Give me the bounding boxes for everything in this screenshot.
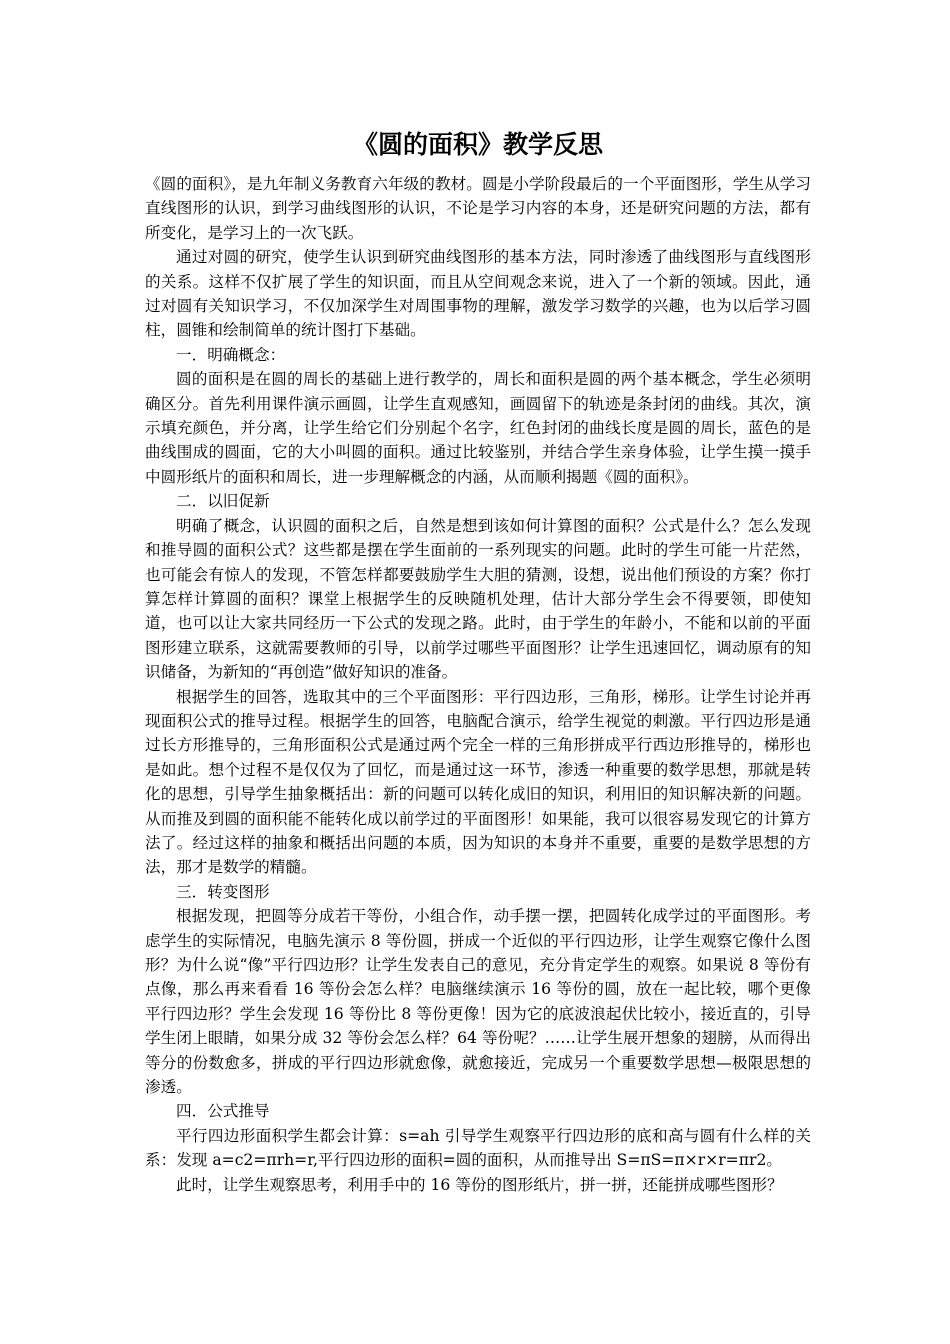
section-heading: 四．公式推导 xyxy=(176,1102,270,1121)
body-paragraph: 通过对圆的研究，使学生认识到研究曲线图形的基本方法，同时渗透了曲线图形与直线图形的关系。这样不仅扩展了学生的知识面，而且从空间观念来说，进入了一个新的领域。因此，通过对圆有关知识学习，不仅加深学生对周围事物的理解，激发学习数学的兴趣，也为以后学习圆柱，圆锥和绘制简单的统计图打下基础。 xyxy=(145,248,811,340)
body-paragraph: 根据学生的回答，选取其中的三个平面图形：平行四边形，三角形，梯形。让学生讨论并再现面积公式的推导过程。根据学生的回答，电脑配合演示，给学生视觉的刺激。平行四边形是通过长方形推导的，三角形面积公式是通过两个完全一样的三角形拼成平行西边形推导的，梯形也是如此。想个过程不是仅仅为了回忆，而是通过这一环节，渗透一种重要的数学思想，那就是转化的思想，引导学生抽象概括出：新的问题可以转化成旧的知识，利用旧的知识解决新的问题。从而推及到圆的面积能不能转化成以前学过的平面图形！如果能，我可以很容易发现它的计算方法了。经过这样的抽象和概括出问题的本质，因为知识的本身并不重要，重要的是数学思想的方法，那才是数学的精髓。 xyxy=(145,687,811,877)
body-paragraph: 平行四边形面积学生都会计算：s=ah 引导学生观察平行四边形的底和高与圆有什么样的关系：发现 a=c2=πrh=r,平行四边形的面积=圆的面积，从而推导出 S=πS=π×r×r=πr2。 xyxy=(145,1126,811,1170)
document-page xyxy=(145,128,811,1197)
document-title: 《圆的面积》教学反思 xyxy=(352,130,603,159)
section-heading: 一．明确概念： xyxy=(176,345,286,364)
body-paragraph: 根据发现，把圆等分成若干等份，小组合作，动手摆一摆，把圆转化成学过的平面图形。考虑学生的实际情况，电脑先演示 8 等份圆，拼成一个近似的平行四边形，让学生观察它像什么图形？为什么说“像”平行四边形？让学生发表自己的意见，充分肯定学生的观察。如果说 8 等份有点像，那么再来看看 16 等份会怎么样？电脑继续演示 16 等份的圆，放在一起比较，哪个更像平行四边形？学生会发现 16 等份比 8 等份更像！因为它的底波浪起伏比较小，接近直的，引导学生闭上眼睛，如果分成 32 等份会怎么样？64 等份呢？……让学生展开想象的翅膀，从而得出等分的份数愈多，拼成的平行四边形就愈像，就愈接近，完成另一个重要数学思想—极限思想的渗透。 xyxy=(145,907,811,1097)
body-paragraph: 此时，让学生观察思考，利用手中的 16 等份的图形纸片，拼一拼，还能拼成哪些图形？ xyxy=(176,1175,783,1194)
section-heading: 三．转变图形 xyxy=(176,882,270,901)
intro-paragraph: 《圆的面积》，是九年制义务教育六年级的教材。圆是小学阶段最后的一个平面图形，学生从学习直线图形的认识，到学习曲线图形的认识，不论是学习内容的本身，还是研究问题的方法，都有所变化，是学习上的一次飞跃。 xyxy=(145,175,811,242)
body-paragraph: 明确了概念，认识圆的面积之后，自然是想到该如何计算图的面积？公式是什么？怎么发现和推导圆的面积公式？这些都是摆在学生面前的一系列现实的问题。此时的学生可能一片茫然，也可能会有惊人的发现，不管怎样都要鼓励学生大胆的猜测，设想，说出他们预设的方案？你打算怎样计算圆的面积？课堂上根据学生的反映随机处理，估计大部分学生会不得要领，即使知道，也可以让大家共同经历一下公式的发现之路。此时，由于学生的年龄小，不能和以前的平面图形建立联系，这就需要教师的引导，以前学过哪些平面图形？让学生迅速回忆，调动原有的知识储备，为新知的“再创造”做好知识的准备。 xyxy=(145,516,811,682)
section-heading: 二．以旧促新 xyxy=(176,492,270,511)
body-paragraph: 圆的面积是在圆的周长的基础上进行教学的，周长和面积是圆的两个基本概念，学生必须明确区分。首先利用课件演示画圆，让学生直观感知，画圆留下的轨迹是条封闭的曲线。其次，演示填充颜色，并分离，让学生给它们分别起个名字，红色封闭的曲线长度是圆的周长，蓝色的是曲线围成的圆面，它的大小叫圆的面积。通过比较鉴别，并结合学生亲身体验，让学生摸一摸手中圆形纸片的面积和周长，进一步理解概念的内涵，从而顺利揭题《圆的面积》。 xyxy=(145,370,811,486)
